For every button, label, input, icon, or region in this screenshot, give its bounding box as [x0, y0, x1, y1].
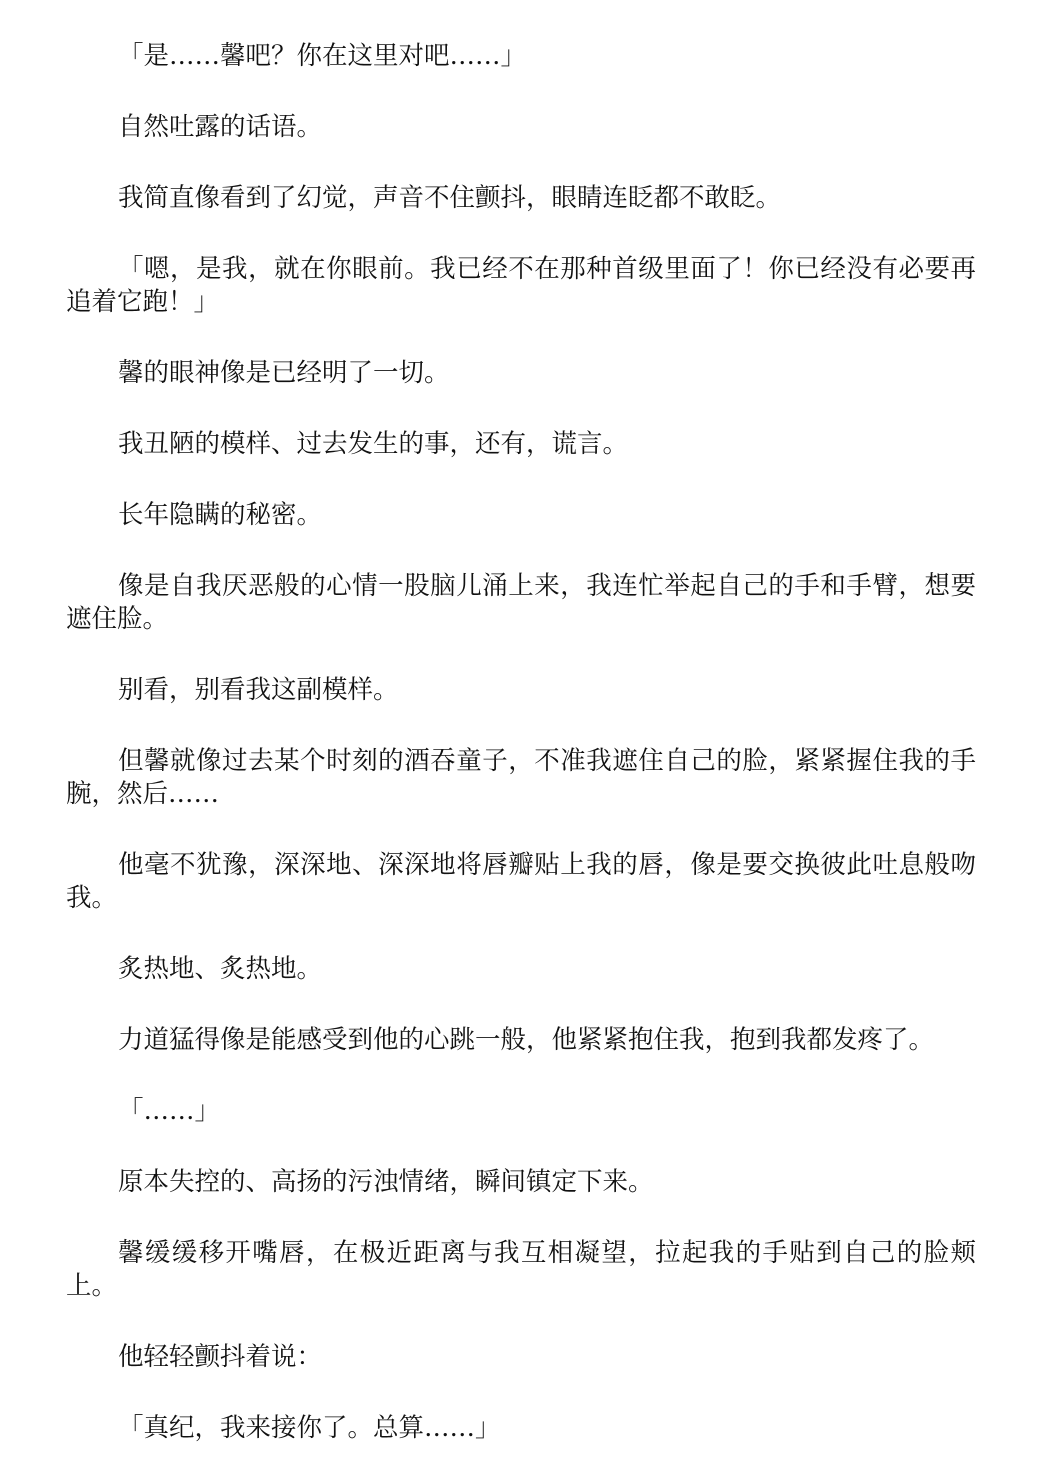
- paragraph: 「……」: [118, 1096, 221, 1126]
- paragraph: 别看，别看我这副模样。: [118, 675, 399, 705]
- paragraph: 长年隐瞒的秘密。: [118, 500, 323, 530]
- paragraph: 馨缓缓移开嘴唇，在极近距离与我互相凝望，拉起我的手贴到自己的脸颊上。: [66, 1238, 976, 1301]
- paragraph: 「真纪，我来接你了。总算……」: [118, 1413, 501, 1443]
- paragraph: 我丑陋的模样、过去发生的事，还有，谎言。: [118, 429, 629, 459]
- paragraph: 他轻轻颤抖着说：: [118, 1342, 323, 1372]
- paragraph: 原本失控的、高扬的污浊情绪，瞬间镇定下来。: [118, 1167, 654, 1197]
- paragraph: 自然吐露的话语。: [118, 112, 323, 142]
- paragraph: 像是自我厌恶般的心情一股脑儿涌上来，我连忙举起自己的手和手臂，想要遮住脸。: [66, 571, 976, 634]
- paragraph: 我简直像看到了幻觉，声音不住颤抖，眼睛连眨都不敢眨。: [118, 183, 782, 213]
- paragraph: 「是……馨吧？你在这里对吧……」: [118, 41, 527, 71]
- paragraph: 「嗯，是我，就在你眼前。我已经不在那种首级里面了！你已经没有必要再追着它跑！」: [66, 254, 976, 317]
- paragraph: 力道猛得像是能感受到他的心跳一般，他紧紧抱住我，抱到我都发疼了。: [118, 1025, 935, 1055]
- paragraph: 但馨就像过去某个时刻的酒吞童子，不准我遮住自己的脸，紧紧握住我的手腕，然后……: [66, 746, 976, 809]
- paragraph: 馨的眼神像是已经明了一切。: [118, 358, 450, 388]
- paragraph: 炙热地、炙热地。: [118, 954, 323, 984]
- paragraph: 他毫不犹豫，深深地、深深地将唇瓣贴上我的唇，像是要交换彼此吐息般吻我。: [66, 850, 976, 913]
- document-page: [66, 40, 976, 1483]
